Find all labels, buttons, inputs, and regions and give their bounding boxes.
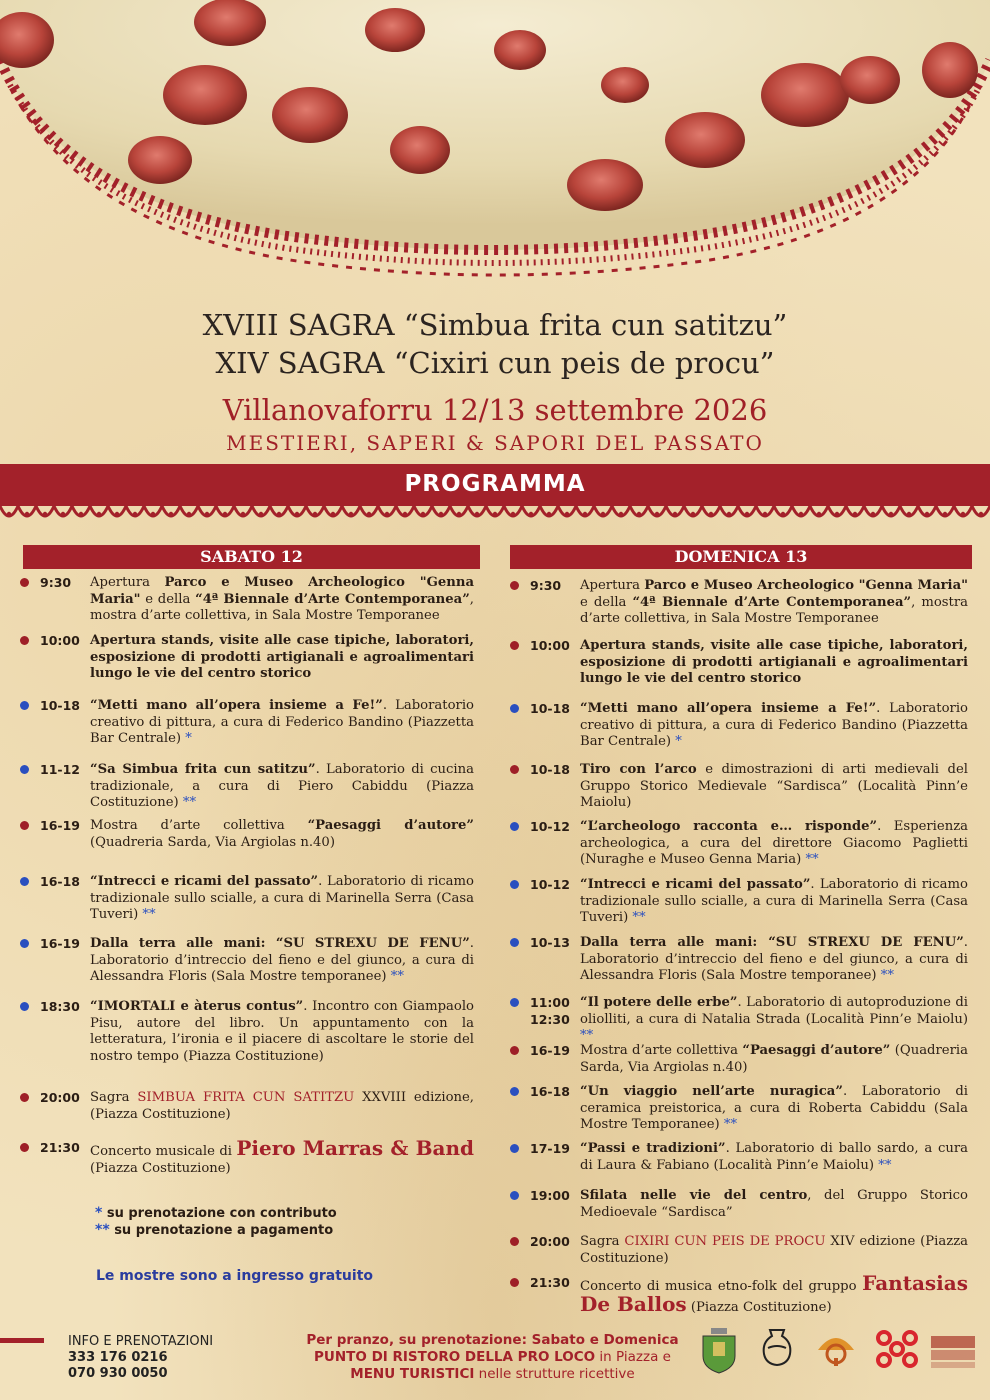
event-text-part: Apertura <box>90 575 165 590</box>
event-text-part: Dalla terra alle mani: “SU STREXU DE FENU” <box>90 936 470 951</box>
event-description <box>580 1141 968 1174</box>
day-header-sunday: DOMENICA 13 <box>510 545 972 569</box>
place-date: Villanovaforru 12/13 settembre 2026 <box>222 393 768 427</box>
tagline: MESTIERI, SAPERI & SAPORI DEL PASSATO <box>226 431 764 455</box>
free-event-dot <box>20 636 29 645</box>
free-event-dot <box>510 1237 519 1246</box>
free-event-dot <box>510 641 519 650</box>
event-text-part: . Laboratorio d’intreccio del fieno e del giunco, a cura di Alessandra Floris (Sala Mostre temporanee) <box>90 936 474 984</box>
event-time: 10:00 <box>40 633 80 648</box>
event-text-part: Parco e Museo Archeologico "Genna Maria" <box>90 575 474 607</box>
day-header-saturday: SABATO 12 <box>23 545 480 569</box>
event-time: 16-19 <box>40 818 80 833</box>
booking-event-dot <box>20 701 29 710</box>
booking-event-dot <box>510 938 519 947</box>
event-description <box>90 818 474 851</box>
booking-event-dot <box>20 939 29 948</box>
event-description <box>580 1234 968 1267</box>
event-text-part: (Piazza Costituzione) <box>686 1299 832 1315</box>
event-text-part: Apertura stands, visite alle case tipiche, laboratori, esposizione di prodotti artigianali e agroalimentari lungo le vie del centro storico <box>90 633 474 681</box>
event-text-part: XXVIII edizione, (Piazza Costituzione) <box>90 1090 474 1122</box>
performer-name: Piero Marras & Band <box>236 1136 474 1160</box>
booking-asterisk: ** <box>805 852 819 867</box>
event-text-part: “Un viaggio nell’arte nuragica” <box>580 1084 843 1099</box>
turismo-logo <box>810 1328 862 1372</box>
free-event-dot <box>510 581 519 590</box>
free-event-dot <box>510 765 519 774</box>
event-text-part: . Esperienza archeologica, a cura del direttore Giacomo Paglietti (Nuraghe e Museo Genna Maria) <box>580 819 969 867</box>
booking-asterisk: * <box>185 731 192 746</box>
event-text-part: “4ª Biennale d’Arte Contemporanea” <box>195 591 470 607</box>
event-time: 16-19 <box>40 936 80 951</box>
legend-single-star: * su prenotazione con contributo <box>95 1205 337 1221</box>
booking-event-dot <box>20 1002 29 1011</box>
event-description <box>90 999 474 1065</box>
programma-banner: PROGRAMMA <box>0 464 990 504</box>
free-entry-note: Le mostre sono a ingresso gratuito <box>96 1268 374 1284</box>
event-time: 20:00 <box>40 1090 80 1105</box>
event-text-part: (Piazza Costituzione) <box>90 1160 231 1176</box>
event-text-part: “Paesaggi d’autore” <box>742 1043 891 1058</box>
event-text-part: . Laboratorio creativo di pittura, a cura di Federico Bandino (Piazzetta Bar Centrale) <box>580 701 968 749</box>
event-description <box>90 698 474 748</box>
booking-event-dot <box>510 880 519 889</box>
event-text-part: “Intrecci e ricami del passato” <box>580 877 811 892</box>
event-time: 17-19 <box>530 1141 570 1156</box>
title-simbua: XVIII SAGRA “Simbua frita cun satitzu” <box>202 308 788 342</box>
event-text-part: “L’archeologo racconta e… risponde” <box>580 819 878 834</box>
event-text-part: Mostra d’arte collettiva <box>580 1043 743 1058</box>
event-text-part: e della <box>140 591 196 607</box>
column-saturday <box>20 545 480 1176</box>
booking-event-dot <box>510 1087 519 1096</box>
event-text-part: . Laboratorio di ricamo tradizionale sullo scialle, a cura di Marinella Serra (Casa Tuveri) <box>580 877 968 925</box>
booking-event-dot <box>510 998 519 1007</box>
event-description <box>90 1090 474 1123</box>
event-time: 18:30 <box>40 999 80 1014</box>
event-text-part: Sfilata nelle vie del centro <box>580 1188 808 1203</box>
booking-asterisk: ** <box>632 910 646 925</box>
event-text-part: Concerto musicale di <box>90 1144 237 1159</box>
booking-event-dot <box>20 765 29 774</box>
free-event-dot <box>20 1143 29 1152</box>
event-description <box>580 1271 968 1316</box>
lunch-line-1: Per pranzo, su prenotazione: Sabato e Domenica <box>306 1332 679 1348</box>
event-description <box>90 874 474 924</box>
event-text-part: Parco e Museo Archeologico "Genna Maria" <box>644 578 968 593</box>
event-time: 10-18 <box>530 701 570 716</box>
event-description <box>580 877 968 927</box>
free-event-dot <box>20 821 29 830</box>
event-time: 21:30 <box>530 1275 570 1290</box>
info-block <box>68 1334 213 1382</box>
column-sunday <box>510 545 972 1316</box>
lunch-info <box>300 1332 685 1383</box>
event-text-part: “Il potere delle erbe” <box>580 995 738 1010</box>
booking-event-dot <box>510 1191 519 1200</box>
free-event-dot <box>510 1046 519 1055</box>
pattern-logo <box>872 1328 922 1374</box>
event-text-part: Sagra <box>90 1090 138 1105</box>
booking-asterisk: ** <box>142 907 156 922</box>
booking-asterisk: * <box>675 734 682 749</box>
booking-asterisk: ** <box>878 1157 892 1173</box>
event-time: 9:30 <box>40 575 72 590</box>
booking-event-dot <box>20 877 29 886</box>
event-text-part: . Laboratorio creativo di pittura, a cura di Federico Bandino (Piazzetta Bar Centrale) <box>90 698 474 746</box>
event-description <box>580 638 968 688</box>
event-text-part: . Laboratorio di ceramica preistorica, a cura di Roberta Cabiddu (Sala Mostre Temporanee) <box>580 1084 968 1132</box>
event-time: 11:00 12:30 <box>530 995 570 1027</box>
event-time: 10-13 <box>530 935 570 950</box>
event-time: 16-19 <box>530 1043 570 1058</box>
legend-notes <box>95 1205 337 1239</box>
event-description <box>580 995 968 1045</box>
info-accent-bar <box>0 1338 44 1343</box>
event-text-part: Concerto di musica etno-folk del gruppo <box>580 1279 863 1294</box>
event-description <box>580 701 968 751</box>
booking-event-dot <box>510 1144 519 1153</box>
event-time: 19:00 <box>530 1188 570 1203</box>
event-time: 11-12 <box>40 762 80 777</box>
event-text-part: XIV edizione (Piazza Costituzione) <box>580 1234 969 1266</box>
genna-maria-museum-logo <box>928 1328 978 1376</box>
booking-asterisk: ** <box>723 1117 738 1132</box>
title-cixiri: XIV SAGRA “Cixiri cun peis de procu” <box>215 346 775 380</box>
event-text-part: Apertura <box>580 578 645 593</box>
event-text-part: (Quadreria Sarda, Via Argiolas n.40) <box>580 1043 968 1075</box>
sponsor-logos <box>690 1328 980 1388</box>
event-text-part: “Sa Simbua frita cun satitzu” <box>90 762 316 777</box>
food-hero-image <box>0 0 990 300</box>
event-time: 16-18 <box>530 1084 570 1099</box>
booking-event-dot <box>510 822 519 831</box>
event-time: 10-18 <box>530 762 570 777</box>
event-text-part: . Laboratorio di ballo sardo, a cura di Laura & Fabiano (Località Pinn’e Maiolu) <box>580 1141 968 1173</box>
event-description <box>580 819 968 869</box>
event-text-part: Mostra d’arte collettiva <box>90 818 308 833</box>
event-text-part: “Metti mano all’opera insieme a Fe!” <box>580 701 877 716</box>
free-event-dot <box>510 1278 519 1287</box>
event-text-part: . Laboratorio di autoproduzione di oliolliti, a cura di Natalia Strada (Località Pinn’e Maiolu) <box>580 995 969 1027</box>
lace-border <box>0 502 990 528</box>
legend-double-star: ** su prenotazione a pagamento <box>95 1222 334 1238</box>
event-text-part: “4ª Biennale d’Arte Contemporanea” <box>632 594 912 610</box>
event-time: 16-18 <box>40 874 80 889</box>
event-description <box>580 762 968 812</box>
event-text-part: . Incontro con Giampaolo Pisu, autore del libro. Un appuntamento con la letteratura, l’ironia e il piacere di ascoltare le storie del nostro tempo (Piazza Costituzione) <box>90 999 474 1064</box>
booking-asterisk: ** <box>580 1028 594 1043</box>
event-description <box>90 936 474 986</box>
event-time: 10-18 <box>40 698 80 713</box>
event-text-part: e della <box>580 594 633 610</box>
pro-loco-logo <box>752 1328 802 1370</box>
event-text-part: . Laboratorio d’intreccio del fieno e del giunco, a cura di Alessandra Floris (Sala Mostre temporanee) <box>580 935 968 983</box>
event-text-part: , del Gruppo Storico Medioevale “Sardisca” <box>580 1188 968 1220</box>
event-time: 21:30 <box>40 1140 80 1155</box>
event-text-part: “IMORTALI e àterus contus” <box>90 999 304 1014</box>
event-time: 9:30 <box>530 578 562 593</box>
performer-name: Fantasias De Ballos <box>580 1271 968 1316</box>
event-text-part: “Intrecci e ricami del passato” <box>90 874 319 889</box>
event-time: 10-12 <box>530 877 570 892</box>
event-text-part: “Paesaggi d’autore” <box>307 818 474 833</box>
event-text-part: “Passi e tradizioni” <box>580 1141 726 1156</box>
event-highlight: SIMBUA FRITA CUN SATITZU <box>137 1090 355 1105</box>
lunch-line-3: MENU TURISTICI nelle strutture ricettive <box>350 1366 635 1382</box>
phone-landline[interactable]: 070 930 0050 <box>68 1366 168 1381</box>
booking-asterisk: ** <box>390 969 404 984</box>
event-text-part: (Quadreria Sarda, Via Argiolas n.40) <box>90 834 335 850</box>
event-description <box>90 762 474 812</box>
event-text-part: . Laboratorio di cucina tradizionale, a cura di Piero Cabiddu (Piazza Costituzione) <box>90 762 474 810</box>
event-description <box>580 1084 968 1134</box>
booking-asterisk: ** <box>880 968 894 983</box>
lunch-line-2: PUNTO DI RISTORO DELLA PRO LOCO in Piazza e <box>314 1349 671 1365</box>
event-description <box>90 633 474 683</box>
phone-mobile[interactable]: 333 176 0216 <box>68 1350 168 1365</box>
event-time: 20:00 <box>530 1234 570 1249</box>
event-text-part: , mostra d’arte collettiva, in Sala Mostre Temporanee <box>580 594 969 626</box>
event-description <box>90 575 474 625</box>
event-time: 10:00 <box>530 638 570 653</box>
event-description <box>580 1188 968 1221</box>
event-highlight: CIXIRI CUN PEIS DE PROCU <box>624 1234 826 1249</box>
event-text-part: Apertura stands, visite alle case tipiche, laboratori, esposizione di prodotti artigianali e agroalimentari lungo le vie del centro storico <box>580 638 968 686</box>
free-event-dot <box>20 1093 29 1102</box>
event-time: 10-12 <box>530 819 570 834</box>
event-text-part: . Laboratorio di ricamo tradizionale sullo scialle, a cura di Marinella Serra (Casa Tuveri) <box>90 874 474 922</box>
free-event-dot <box>20 578 29 587</box>
booking-event-dot <box>510 704 519 713</box>
event-text-part: , mostra d’arte collettiva, in Sala Mostre Temporanee <box>90 591 474 623</box>
event-description <box>580 935 968 985</box>
info-title: INFO E PRENOTAZIONI <box>68 1334 214 1349</box>
event-description <box>580 578 968 628</box>
event-text-part: Tiro con l’arco <box>580 762 697 777</box>
booking-asterisk: ** <box>182 795 197 810</box>
event-text-part: “Metti mano all’opera insieme a Fe!” <box>90 698 383 713</box>
event-text-part: e dimostrazioni di arti medievali del Gruppo Storico Medievale “Sardisca” (Località Pinn’e Maiolu) <box>580 762 968 810</box>
event-description <box>90 1136 474 1177</box>
event-text-part: Dalla terra alle mani: “SU STREXU DE FENU” <box>580 935 964 950</box>
event-text-part: Sagra <box>580 1234 625 1249</box>
event-description <box>580 1043 968 1076</box>
comune-crest-logo <box>692 1328 746 1378</box>
